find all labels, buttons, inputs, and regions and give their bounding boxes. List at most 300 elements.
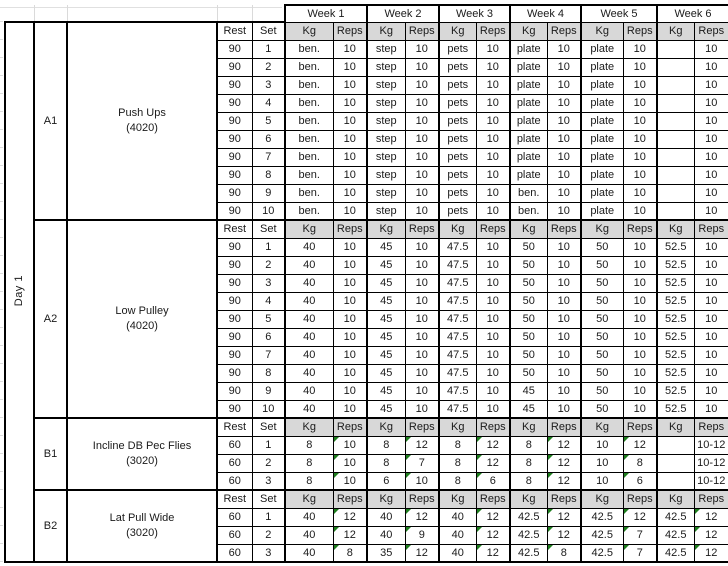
reps-cell[interactable]: 10 xyxy=(623,256,657,274)
reps-cell[interactable]: 10 xyxy=(476,310,510,328)
reps-cell[interactable]: 10 xyxy=(333,76,367,94)
kg-cell[interactable]: 8 xyxy=(285,454,333,472)
reps-cell[interactable]: 10 xyxy=(476,292,510,310)
kg-cell[interactable]: pets xyxy=(439,76,476,94)
kg-cell[interactable]: 40 xyxy=(285,346,333,364)
reps-cell[interactable]: 12 xyxy=(623,436,657,454)
reps-header-cell[interactable]: Reps xyxy=(405,418,439,436)
reps-cell[interactable]: 10 xyxy=(694,310,728,328)
kg-cell[interactable]: 52.5 xyxy=(657,346,694,364)
reps-cell[interactable]: 10 xyxy=(476,40,510,58)
kg-cell[interactable]: 42.5 xyxy=(581,544,623,562)
kg-cell[interactable]: 50 xyxy=(510,256,547,274)
kg-cell[interactable]: 50 xyxy=(581,256,623,274)
reps-cell[interactable]: 10 xyxy=(694,400,728,418)
kg-cell[interactable]: 40 xyxy=(285,364,333,382)
reps-cell[interactable]: 12 xyxy=(405,436,439,454)
reps-cell[interactable]: 10 xyxy=(623,310,657,328)
kg-cell[interactable]: 6 xyxy=(367,472,405,490)
reps-header-cell[interactable]: Reps xyxy=(694,220,728,238)
reps-cell[interactable]: 10 xyxy=(333,364,367,382)
reps-cell[interactable]: 10 xyxy=(333,310,367,328)
reps-header-cell[interactable]: Reps xyxy=(333,22,367,40)
set-cell[interactable]: 3 xyxy=(252,472,285,490)
reps-cell[interactable]: 10 xyxy=(623,58,657,76)
kg-cell[interactable]: pets xyxy=(439,166,476,184)
reps-cell[interactable]: 12 xyxy=(476,436,510,454)
reps-cell[interactable]: 10 xyxy=(333,166,367,184)
reps-cell[interactable]: 12 xyxy=(476,544,510,562)
reps-cell[interactable]: 10 xyxy=(476,256,510,274)
kg-cell[interactable]: 40 xyxy=(285,400,333,418)
reps-cell[interactable]: 10 xyxy=(476,130,510,148)
kg-cell[interactable] xyxy=(657,436,694,454)
reps-cell[interactable]: 10 xyxy=(547,166,581,184)
kg-cell[interactable]: 50 xyxy=(510,310,547,328)
reps-cell[interactable]: 10-12 xyxy=(694,454,728,472)
kg-cell[interactable]: 47.5 xyxy=(439,346,476,364)
kg-header-cell[interactable]: Kg xyxy=(439,418,476,436)
reps-cell[interactable]: 10 xyxy=(333,382,367,400)
set-cell[interactable]: 5 xyxy=(252,112,285,130)
kg-cell[interactable] xyxy=(657,94,694,112)
set-cell[interactable]: 1 xyxy=(252,508,285,526)
kg-cell[interactable]: 8 xyxy=(367,454,405,472)
kg-cell[interactable]: 47.5 xyxy=(439,310,476,328)
reps-cell[interactable]: 10 xyxy=(623,76,657,94)
reps-cell[interactable]: 6 xyxy=(476,472,510,490)
rest-cell[interactable]: 90 xyxy=(217,76,252,94)
reps-header-cell[interactable]: Reps xyxy=(547,490,581,508)
reps-header-cell[interactable]: Reps xyxy=(694,418,728,436)
kg-cell[interactable]: plate xyxy=(510,94,547,112)
reps-cell[interactable]: 8 xyxy=(547,544,581,562)
reps-cell[interactable]: 10 xyxy=(623,292,657,310)
set-cell[interactable]: 8 xyxy=(252,364,285,382)
kg-cell[interactable]: 45 xyxy=(367,364,405,382)
reps-cell[interactable]: 10 xyxy=(405,328,439,346)
kg-cell[interactable]: 45 xyxy=(367,310,405,328)
kg-cell[interactable]: pets xyxy=(439,58,476,76)
reps-cell[interactable]: 10 xyxy=(623,130,657,148)
kg-header-cell[interactable]: Kg xyxy=(510,418,547,436)
reps-cell[interactable]: 10 xyxy=(623,274,657,292)
reps-cell[interactable]: 8 xyxy=(623,454,657,472)
reps-header-cell[interactable]: Reps xyxy=(547,418,581,436)
kg-cell[interactable]: 10 xyxy=(581,472,623,490)
kg-header-cell[interactable]: Kg xyxy=(285,220,333,238)
reps-cell[interactable]: 12 xyxy=(694,508,728,526)
reps-header-cell[interactable]: Reps xyxy=(333,418,367,436)
reps-cell[interactable]: 10 xyxy=(405,346,439,364)
reps-cell[interactable]: 10 xyxy=(547,148,581,166)
kg-cell[interactable]: 50 xyxy=(581,346,623,364)
exercise-cell[interactable] xyxy=(67,220,217,418)
kg-cell[interactable]: 52.5 xyxy=(657,400,694,418)
reps-header-cell[interactable]: Reps xyxy=(405,220,439,238)
set-cell[interactable]: 7 xyxy=(252,148,285,166)
kg-cell[interactable]: 50 xyxy=(581,292,623,310)
kg-cell[interactable]: 10 xyxy=(581,436,623,454)
reps-cell[interactable]: 10 xyxy=(333,346,367,364)
reps-cell[interactable]: 10 xyxy=(333,130,367,148)
kg-cell[interactable]: 40 xyxy=(439,544,476,562)
rest-header-cell[interactable]: Rest xyxy=(217,418,252,436)
reps-cell[interactable]: 10 xyxy=(333,472,367,490)
reps-cell[interactable]: 10 xyxy=(333,202,367,220)
kg-header-cell[interactable]: Kg xyxy=(510,490,547,508)
kg-cell[interactable]: 45 xyxy=(367,328,405,346)
kg-cell[interactable]: 42.5 xyxy=(510,544,547,562)
set-cell[interactable]: 2 xyxy=(252,58,285,76)
rest-cell[interactable]: 90 xyxy=(217,238,252,256)
kg-cell[interactable]: 45 xyxy=(367,382,405,400)
kg-cell[interactable]: 40 xyxy=(285,238,333,256)
kg-cell[interactable]: step xyxy=(367,94,405,112)
reps-cell[interactable]: 10 xyxy=(405,364,439,382)
kg-cell[interactable]: 8 xyxy=(367,436,405,454)
reps-cell[interactable]: 10 xyxy=(333,256,367,274)
kg-header-cell[interactable]: Kg xyxy=(439,22,476,40)
reps-cell[interactable]: 10 xyxy=(476,382,510,400)
kg-header-cell[interactable]: Kg xyxy=(285,490,333,508)
kg-header-cell[interactable]: Kg xyxy=(439,490,476,508)
rest-cell[interactable]: 90 xyxy=(217,382,252,400)
reps-cell[interactable]: 10 xyxy=(333,274,367,292)
reps-header-cell[interactable]: Reps xyxy=(476,220,510,238)
rest-header-cell[interactable]: Rest xyxy=(217,22,252,40)
kg-cell[interactable]: plate xyxy=(510,130,547,148)
reps-cell[interactable]: 10 xyxy=(333,328,367,346)
kg-cell[interactable]: 52.5 xyxy=(657,382,694,400)
kg-cell[interactable]: step xyxy=(367,112,405,130)
kg-cell[interactable]: step xyxy=(367,40,405,58)
reps-cell[interactable]: 10 xyxy=(694,292,728,310)
set-cell[interactable]: 1 xyxy=(252,238,285,256)
kg-cell[interactable]: 45 xyxy=(367,274,405,292)
set-header-cell[interactable]: Set xyxy=(252,220,285,238)
kg-cell[interactable]: pets xyxy=(439,112,476,130)
kg-cell[interactable]: plate xyxy=(581,130,623,148)
reps-cell[interactable]: 10 xyxy=(547,94,581,112)
rest-cell[interactable]: 60 xyxy=(217,544,252,562)
reps-cell[interactable]: 10 xyxy=(623,40,657,58)
kg-cell[interactable]: 45 xyxy=(510,400,547,418)
reps-cell[interactable]: 12 xyxy=(547,436,581,454)
reps-cell[interactable]: 10 xyxy=(694,184,728,202)
reps-cell[interactable]: 7 xyxy=(623,544,657,562)
kg-cell[interactable]: 50 xyxy=(581,328,623,346)
kg-cell[interactable]: 45 xyxy=(367,346,405,364)
reps-cell[interactable]: 10 xyxy=(476,346,510,364)
kg-cell[interactable] xyxy=(657,148,694,166)
kg-cell[interactable]: plate xyxy=(510,40,547,58)
kg-cell[interactable]: 42.5 xyxy=(581,526,623,544)
reps-cell[interactable]: 10 xyxy=(405,472,439,490)
kg-cell[interactable]: step xyxy=(367,58,405,76)
reps-cell[interactable]: 10 xyxy=(405,58,439,76)
reps-cell[interactable]: 10 xyxy=(405,274,439,292)
reps-cell[interactable]: 10 xyxy=(405,166,439,184)
week-header-cell[interactable]: Week 3 xyxy=(439,5,510,22)
kg-cell[interactable]: 8 xyxy=(439,472,476,490)
kg-cell[interactable]: 42.5 xyxy=(581,508,623,526)
reps-cell[interactable]: 10 xyxy=(405,94,439,112)
reps-cell[interactable]: 10 xyxy=(623,364,657,382)
reps-cell[interactable]: 10 xyxy=(547,274,581,292)
set-cell[interactable]: 1 xyxy=(252,40,285,58)
reps-cell[interactable]: 10 xyxy=(694,274,728,292)
kg-cell[interactable] xyxy=(657,130,694,148)
reps-cell[interactable]: 10 xyxy=(623,328,657,346)
kg-cell[interactable]: 47.5 xyxy=(439,256,476,274)
rest-cell[interactable]: 90 xyxy=(217,346,252,364)
day-cell[interactable] xyxy=(5,22,34,562)
kg-header-cell[interactable]: Kg xyxy=(657,490,694,508)
kg-cell[interactable]: 40 xyxy=(285,526,333,544)
reps-cell[interactable]: 10 xyxy=(333,94,367,112)
reps-cell[interactable]: 10 xyxy=(405,238,439,256)
set-cell[interactable]: 6 xyxy=(252,130,285,148)
reps-cell[interactable]: 10 xyxy=(694,346,728,364)
kg-cell[interactable]: 10 xyxy=(581,454,623,472)
rest-cell[interactable]: 60 xyxy=(217,508,252,526)
reps-cell[interactable]: 10 xyxy=(476,112,510,130)
kg-cell[interactable]: plate xyxy=(581,58,623,76)
reps-cell[interactable]: 10 xyxy=(547,202,581,220)
kg-cell[interactable]: pets xyxy=(439,148,476,166)
reps-cell[interactable]: 10 xyxy=(476,166,510,184)
kg-cell[interactable]: plate xyxy=(581,40,623,58)
rest-cell[interactable]: 60 xyxy=(217,436,252,454)
kg-cell[interactable]: 50 xyxy=(510,292,547,310)
kg-header-cell[interactable]: Kg xyxy=(657,418,694,436)
reps-cell[interactable]: 10-12 xyxy=(694,472,728,490)
reps-header-cell[interactable]: Reps xyxy=(476,22,510,40)
set-cell[interactable]: 9 xyxy=(252,382,285,400)
rest-cell[interactable]: 90 xyxy=(217,184,252,202)
rest-cell[interactable]: 90 xyxy=(217,400,252,418)
kg-cell[interactable]: ben. xyxy=(510,184,547,202)
kg-cell[interactable]: plate xyxy=(510,76,547,94)
kg-cell[interactable]: ben. xyxy=(285,184,333,202)
set-header-cell[interactable]: Set xyxy=(252,490,285,508)
reps-cell[interactable]: 10-12 xyxy=(694,436,728,454)
reps-cell[interactable]: 10 xyxy=(405,40,439,58)
reps-cell[interactable]: 10 xyxy=(405,292,439,310)
kg-header-cell[interactable]: Kg xyxy=(581,490,623,508)
section-code-cell[interactable]: A1 xyxy=(34,22,67,220)
kg-cell[interactable]: plate xyxy=(510,148,547,166)
set-cell[interactable]: 2 xyxy=(252,454,285,472)
kg-cell[interactable]: 52.5 xyxy=(657,238,694,256)
reps-cell[interactable]: 10 xyxy=(547,238,581,256)
kg-cell[interactable]: 8 xyxy=(439,454,476,472)
set-cell[interactable]: 4 xyxy=(252,94,285,112)
kg-cell[interactable]: 42.5 xyxy=(510,526,547,544)
kg-cell[interactable]: 50 xyxy=(581,382,623,400)
reps-header-cell[interactable]: Reps xyxy=(405,22,439,40)
section-code-cell[interactable]: B1 xyxy=(34,418,67,490)
reps-cell[interactable]: 10 xyxy=(547,346,581,364)
reps-cell[interactable]: 12 xyxy=(547,454,581,472)
kg-cell[interactable]: plate xyxy=(510,58,547,76)
reps-cell[interactable]: 10 xyxy=(547,58,581,76)
week-header-cell[interactable]: Week 4 xyxy=(510,5,581,22)
kg-cell[interactable] xyxy=(657,112,694,130)
reps-cell[interactable]: 10 xyxy=(623,382,657,400)
reps-cell[interactable]: 10 xyxy=(333,292,367,310)
kg-cell[interactable]: pets xyxy=(439,130,476,148)
kg-cell[interactable]: ben. xyxy=(285,130,333,148)
reps-cell[interactable]: 10 xyxy=(623,346,657,364)
kg-cell[interactable]: 8 xyxy=(510,472,547,490)
rest-cell[interactable]: 90 xyxy=(217,40,252,58)
reps-cell[interactable]: 10 xyxy=(547,364,581,382)
kg-cell[interactable] xyxy=(657,76,694,94)
reps-cell[interactable]: 8 xyxy=(333,544,367,562)
reps-cell[interactable]: 10 xyxy=(547,256,581,274)
kg-header-cell[interactable]: Kg xyxy=(581,22,623,40)
reps-cell[interactable]: 10 xyxy=(405,202,439,220)
kg-header-cell[interactable]: Kg xyxy=(367,490,405,508)
kg-cell[interactable]: 40 xyxy=(285,508,333,526)
kg-cell[interactable]: 45 xyxy=(367,256,405,274)
kg-cell[interactable]: 40 xyxy=(439,526,476,544)
kg-cell[interactable]: ben. xyxy=(285,112,333,130)
reps-cell[interactable]: 12 xyxy=(333,508,367,526)
reps-cell[interactable]: 10 xyxy=(476,58,510,76)
reps-cell[interactable]: 10 xyxy=(405,112,439,130)
rest-cell[interactable]: 90 xyxy=(217,166,252,184)
reps-header-cell[interactable]: Reps xyxy=(547,220,581,238)
kg-cell[interactable]: 40 xyxy=(285,544,333,562)
reps-cell[interactable]: 10 xyxy=(547,130,581,148)
reps-cell[interactable]: 10 xyxy=(694,238,728,256)
rest-cell[interactable]: 90 xyxy=(217,202,252,220)
section-code-cell[interactable]: A2 xyxy=(34,220,67,418)
kg-cell[interactable]: plate xyxy=(581,76,623,94)
rest-cell[interactable]: 90 xyxy=(217,130,252,148)
reps-header-cell[interactable]: Reps xyxy=(694,22,728,40)
kg-cell[interactable]: 47.5 xyxy=(439,382,476,400)
set-header-cell[interactable]: Set xyxy=(252,22,285,40)
kg-header-cell[interactable]: Kg xyxy=(367,220,405,238)
reps-cell[interactable]: 12 xyxy=(623,508,657,526)
reps-cell[interactable]: 10 xyxy=(694,166,728,184)
rest-cell[interactable]: 90 xyxy=(217,148,252,166)
reps-cell[interactable]: 10 xyxy=(694,76,728,94)
set-cell[interactable]: 3 xyxy=(252,544,285,562)
reps-cell[interactable]: 10 xyxy=(547,112,581,130)
rest-cell[interactable]: 90 xyxy=(217,310,252,328)
set-cell[interactable]: 7 xyxy=(252,346,285,364)
kg-cell[interactable]: pets xyxy=(439,202,476,220)
reps-cell[interactable]: 10 xyxy=(333,112,367,130)
kg-cell[interactable]: ben. xyxy=(285,58,333,76)
kg-cell[interactable]: 45 xyxy=(367,238,405,256)
reps-cell[interactable]: 10 xyxy=(405,184,439,202)
reps-cell[interactable]: 10 xyxy=(623,148,657,166)
reps-cell[interactable]: 10 xyxy=(476,202,510,220)
reps-header-cell[interactable]: Reps xyxy=(623,418,657,436)
kg-cell[interactable]: 52.5 xyxy=(657,256,694,274)
kg-cell[interactable]: 40 xyxy=(285,310,333,328)
reps-cell[interactable]: 10 xyxy=(623,166,657,184)
kg-cell[interactable]: 47.5 xyxy=(439,364,476,382)
kg-cell[interactable] xyxy=(657,184,694,202)
reps-cell[interactable]: 10 xyxy=(547,382,581,400)
kg-cell[interactable]: 47.5 xyxy=(439,400,476,418)
week-header-cell[interactable]: Week 2 xyxy=(367,5,439,22)
kg-cell[interactable]: 50 xyxy=(581,364,623,382)
kg-cell[interactable]: 8 xyxy=(285,472,333,490)
kg-header-cell[interactable]: Kg xyxy=(367,22,405,40)
reps-cell[interactable]: 10 xyxy=(623,238,657,256)
kg-cell[interactable] xyxy=(657,472,694,490)
reps-cell[interactable]: 10 xyxy=(694,328,728,346)
kg-cell[interactable]: ben. xyxy=(510,202,547,220)
kg-cell[interactable]: 35 xyxy=(367,544,405,562)
reps-cell[interactable]: 10 xyxy=(623,184,657,202)
reps-cell[interactable]: 10 xyxy=(333,184,367,202)
kg-header-cell[interactable]: Kg xyxy=(367,418,405,436)
set-cell[interactable]: 2 xyxy=(252,526,285,544)
set-cell[interactable]: 5 xyxy=(252,310,285,328)
kg-header-cell[interactable]: Kg xyxy=(510,220,547,238)
kg-cell[interactable]: 42.5 xyxy=(510,508,547,526)
reps-cell[interactable]: 12 xyxy=(476,508,510,526)
kg-cell[interactable]: step xyxy=(367,76,405,94)
reps-cell[interactable]: 10 xyxy=(694,364,728,382)
section-code-cell[interactable]: B2 xyxy=(34,490,67,562)
reps-header-cell[interactable]: Reps xyxy=(333,490,367,508)
kg-cell[interactable]: ben. xyxy=(285,76,333,94)
reps-cell[interactable]: 10 xyxy=(476,274,510,292)
reps-cell[interactable]: 6 xyxy=(623,472,657,490)
reps-cell[interactable]: 10 xyxy=(694,40,728,58)
reps-cell[interactable]: 12 xyxy=(547,508,581,526)
reps-cell[interactable]: 10 xyxy=(405,400,439,418)
set-cell[interactable]: 4 xyxy=(252,292,285,310)
kg-cell[interactable]: ben. xyxy=(285,94,333,112)
kg-header-cell[interactable]: Kg xyxy=(510,22,547,40)
reps-cell[interactable]: 10 xyxy=(333,436,367,454)
set-cell[interactable]: 6 xyxy=(252,328,285,346)
reps-cell[interactable]: 10 xyxy=(547,400,581,418)
reps-cell[interactable]: 10 xyxy=(476,364,510,382)
kg-cell[interactable]: step xyxy=(367,202,405,220)
reps-cell[interactable]: 10 xyxy=(547,292,581,310)
kg-cell[interactable]: 50 xyxy=(510,328,547,346)
kg-cell[interactable]: plate xyxy=(581,166,623,184)
rest-cell[interactable]: 90 xyxy=(217,94,252,112)
kg-cell[interactable]: 8 xyxy=(510,436,547,454)
kg-cell[interactable]: 50 xyxy=(510,274,547,292)
kg-cell[interactable]: 42.5 xyxy=(657,526,694,544)
reps-cell[interactable]: 10 xyxy=(333,454,367,472)
reps-cell[interactable]: 10 xyxy=(405,76,439,94)
kg-cell[interactable]: plate xyxy=(510,112,547,130)
reps-cell[interactable]: 10 xyxy=(333,40,367,58)
set-cell[interactable]: 10 xyxy=(252,400,285,418)
rest-cell[interactable]: 90 xyxy=(217,58,252,76)
rest-cell[interactable]: 90 xyxy=(217,292,252,310)
reps-cell[interactable]: 10 xyxy=(694,112,728,130)
rest-cell[interactable]: 90 xyxy=(217,112,252,130)
reps-header-cell[interactable]: Reps xyxy=(623,22,657,40)
kg-cell[interactable]: 40 xyxy=(285,328,333,346)
